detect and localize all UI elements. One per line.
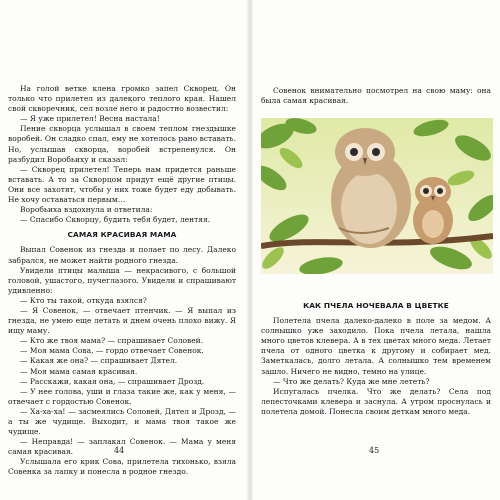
left-page-text	[8, 84, 236, 478]
paragraph: — Неправда! — заплакал Совенок. — Мама у меня самая красивая.	[8, 437, 236, 457]
paragraph: Полетела пчела далеко-далеко в поле за медом. А солнышко уже заходило. Пока пчела летала, нашла много цветов клевера. А в тех цветах много меда. Летает пчела от одного цветка к другому и собирает мед. Заметкалась, долго летала. А солнышко тем временем зашло. Ничего не видно, темно на улице.	[261, 316, 491, 376]
story-title: САМАЯ КРАСИВАЯ МАМА	[67, 230, 177, 240]
paragraph: Увидели птицы малыша — некрасивого, с большой головой, ушастого, пучеглазого. Увидели и спрашивают удивленно:	[8, 265, 236, 295]
paragraph: — Я Совенок, — отвечает птенчик. — Я выпал из гнезда, не умею еще летать и днем очень плохо вижу. Я ищу маму.	[8, 305, 236, 336]
paragraph: — Кто ты такой, откуда взялся?	[20, 295, 147, 305]
paragraph: — Какая же она? — спрашивает Дятел.	[20, 356, 178, 366]
paragraph: Воробьиха вздохнула и ответила:	[20, 205, 153, 215]
paragraph: — Моя мама Сова, — гордо отвечает Совенок.	[20, 346, 204, 356]
paragraph: — Спасибо Скворцу, будить тебя будет, лентяя.	[20, 215, 211, 225]
paragraph: Выпал Совенок из гнезда и полает по лесу. Далеко забрался, не может найти родного гнезда.	[8, 245, 236, 265]
paragraph: — Ха-ха-ха! — засмеялись Соловей, Дятел и Дрозд, — а ты же чудище. Выходит, и мама твоя такое же чудище.	[8, 406, 236, 437]
right-page	[253, 0, 500, 500]
right-story-text	[261, 296, 491, 417]
paragraph: — Я уже прилетел! Весна настала!	[20, 114, 160, 124]
paragraph: На голой ветке клена громко запел Скворец. Он только что прилетел из далекого теплого края. Нашел свой скворечник, сел возле него и радостно возвестил:	[8, 84, 236, 114]
story-title: КАК ПЧЕЛА НОЧЕВАЛА В ЦВЕТКЕ	[303, 301, 449, 310]
paragraph: — Что же делать? Куда же мне лететь?	[273, 376, 430, 386]
paragraph: — Скворец прилетел! Теперь нам придется раньше вставать. А то за Скворцом придут ещё другие птицы. Они все захотят, чтобы у них тоже будет еду добывать. Не хочу оставаться первым…	[8, 164, 236, 205]
paragraph: Испугалась пчелка. Что же делать? Села под лепесточками клевера и заснула. А утром проснулась и полетела домой. Понесла своим деткам много меда.	[261, 386, 491, 416]
right-intro	[261, 86, 491, 106]
left-page	[0, 0, 247, 500]
paragraph: Услышала его крик Сова, прилетела тихонько, взяла Совенка за лапку и понесла в родное гнездо.	[8, 457, 236, 477]
paragraph: — Расскажи, какая она, — спрашивает Дрозд.	[20, 376, 205, 386]
paragraph: — Кто же твоя мама? — спрашивает Соловей.	[20, 336, 204, 346]
page-number: 45	[369, 446, 380, 455]
page-number: 44	[114, 446, 125, 455]
owls-illustration	[261, 118, 493, 274]
paragraph: Пение скворца услышал в своем теплом гнездышке воробей. Он сладко спал, ему не хотелось рано вставать. Но, услышав скворца, воробей встрепенулся. Он разбудил Воробьиху и сказал:	[8, 124, 236, 164]
paragraph: — Моя мама самая красивая.	[20, 366, 138, 376]
owls-illustration-svg	[261, 118, 493, 274]
paragraph: Совенок внимательно посмотрел на свою маму: она была самая красивая.	[261, 86, 491, 106]
paragraph: — У нее голова, уши и глаза такие же, как у меня, — отвечает с гордостью Совенок.	[8, 386, 236, 406]
